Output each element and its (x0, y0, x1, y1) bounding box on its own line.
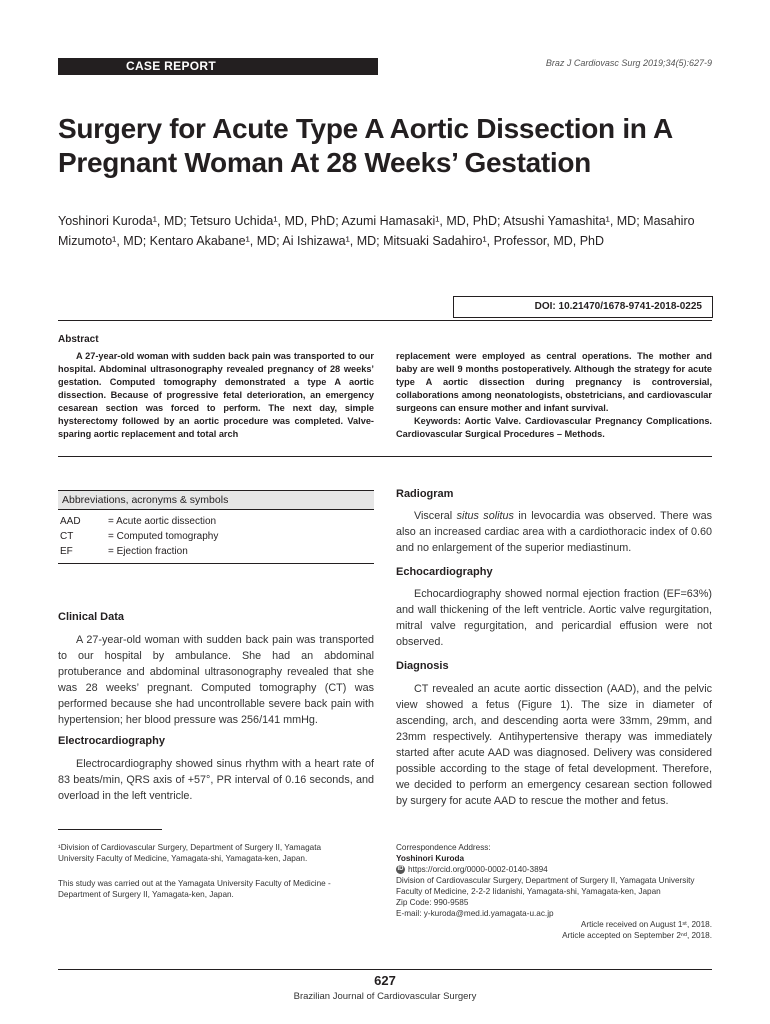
author-list: Yoshinori Kuroda¹, MD; Tetsuro Uchida¹, MD, PhD; Azumi Hamasaki¹, MD, PhD; Atsushi Yamashita¹, MD; Masahiro Mizumoto¹, MD; Kentaro Akabane¹, MD; Ai Ishizawa¹, MD; Mitsuaki Sadahiro¹, Professor, MD, PhD (58, 214, 695, 248)
section-heading-ecg: Electrocardiography (58, 735, 165, 747)
abbreviation-key: CT (60, 531, 74, 542)
abbreviation-row (58, 529, 374, 544)
abbreviation-row (58, 544, 374, 559)
footer-divider (58, 969, 712, 970)
correspondence-email[interactable]: E-mail: y-kuroda@med.id.yamagata-u.ac.jp (396, 909, 554, 918)
article-title: Surgery for Acute Type A Aortic Dissection in A Pregnant Woman At 28 Weeks’ Gestation (58, 113, 672, 178)
abbreviation-row (58, 514, 374, 529)
correspondence-label: Correspondence Address: (396, 843, 491, 852)
accepted-date: Article accepted on September 2ⁿᵈ, 2018. (562, 931, 712, 940)
section-heading-clinical: Clinical Data (58, 611, 125, 623)
affiliation-footnote: ¹Division of Cardiovascular Surgery, Department of Surgery II, Yamagata University Faculty of Medicine, Yamagata-shi, Yamagata-ken, Japan. (58, 843, 322, 863)
received-date: Article received on August 1ˢᵗ, 2018. (580, 920, 712, 929)
section-heading-diagnosis: Diagnosis (396, 660, 449, 672)
abbreviations-list (58, 510, 374, 564)
divider (58, 456, 712, 457)
radiogram-paragraph (396, 508, 712, 556)
article-type-tag: CASE REPORT (58, 58, 378, 75)
divider (58, 320, 712, 321)
ecg-paragraph: Electrocardiography showed sinus rhythm with a heart rate of 83 beats/min, QRS axis of +57°, PR interval of 0.16 seconds, and overload in the left ventricle. (58, 758, 374, 802)
abstract-heading: Abstract (58, 334, 99, 345)
orcid-link[interactable]: https://orcid.org/0000-0002-0140-3894 (408, 865, 548, 874)
journal-citation: Braz J Cardiovasc Surg 2019;34(5):627-9 (545, 58, 712, 68)
correspondence-address: Division of Cardiovascular Surgery, Department of Surgery II, Yamagata University (396, 876, 695, 885)
clinical-paragraph: A 27-year-old woman with sudden back pain was transported to our hospital by ambulance. She had an abdominal protuberance and abdominal ultrasonography revealed that she was 28 weeks’ pregnant. Computed tomography (CT) was performed because she had uncontrollable severe back pain with hypertension; her blood pressure was 256/141 mmHg. (58, 634, 374, 726)
radiogram-text: in levocardia was observed. There was also an increased cardiac area with a cardiothoracic index of 0.60 and no enlargement of the superior mediastinum. (396, 510, 712, 554)
correspondence-block (396, 842, 716, 941)
abbreviations-box (58, 490, 374, 564)
journal-name: Brazilian Journal of Cardiovascular Surgery (293, 991, 477, 1002)
abbreviation-value: = Computed tomography (108, 531, 219, 542)
correspondence-address: Faculty of Medicine, 2-2-2 Iidanishi, Yamagata-shi, Yamagata-ken, Japan (396, 887, 661, 896)
abbreviation-key: EF (60, 546, 73, 557)
radiogram-italic-term: situs solitus (456, 510, 514, 522)
abbreviations-title: Abbreviations, acronyms & symbols (58, 490, 374, 510)
radiogram-text: Visceral (414, 510, 457, 522)
section-heading-echo: Echocardiography (396, 566, 493, 578)
correspondence-name: Yoshinori Kuroda (396, 854, 465, 863)
abbreviation-key: AAD (60, 516, 81, 527)
abstract-column-1: A 27-year-old woman with sudden back pain was transported to our hospital. Abdominal ultrasonography revealed pregnancy of 28 weeks’ gestation. Computed tomography demonstrated a type A aortic dissection. Because of progressive fetal deterioration, an emergency cesarean section was forced to perform. The next day, simple hysterectomy followed by an aortic procedure was completed. Valve-sparing aortic replacement and total arch (58, 351, 374, 439)
diagnosis-paragraph: CT revealed an acute aortic dissection (AAD), and the pelvic view showed a fetus (Figure 1). The size in diameter of ascending, arch, and descending aorta were 33mm, 29mm, and 23mm respectively. Antihypertensive therapy was immediately started after acute AAD was diagnosed. Delivery was considered possible according to the stage of fetal development. Therefore, we decided to perform an emergency cesarean section followed by surgery for acute AAD to rescue the mother and fetus. (396, 683, 712, 807)
study-footnote: This study was carried out at the Yamagata University Faculty of Medicine - Department of Surgery II, Yamagata-ken, Japan. (58, 879, 331, 899)
footnote-rule (58, 829, 162, 830)
orcid-icon: iD (397, 866, 404, 872)
keywords: Keywords: Aortic Valve. Cardiovascular Pregnancy Complications. Cardiovascular Surgical Procedures – Methods. (396, 416, 712, 439)
doi-box[interactable]: DOI: 10.21470/1678-9741-2018-0225 (453, 296, 713, 318)
orcid-row[interactable] (396, 864, 716, 875)
correspondence-zip: Zip Code: 990-9585 (396, 898, 469, 907)
abstract-text: replacement were employed as central operations. The mother and baby are well 9 months postoperatively. Although the strategy for acute type A aortic dissection during pregnancy is controversial, collaborations among neonatologists, obstetricians, and cardiovascular surgeons can ensure mother and infant survival. (396, 351, 712, 413)
section-heading-radiogram: Radiogram (396, 488, 454, 500)
abstract-column-2 (396, 350, 712, 441)
page-number: 627 (374, 973, 396, 988)
echo-paragraph: Echocardiography showed normal ejection fraction (EF=63%) and wall thickening of the left ventricle. Aortic valve regurgitation, mitral valve regurgitation, and pericardial effusion were not observed. (396, 588, 712, 648)
abbreviation-value: = Ejection fraction (108, 546, 188, 557)
abbreviation-value: = Acute aortic dissection (108, 516, 217, 527)
